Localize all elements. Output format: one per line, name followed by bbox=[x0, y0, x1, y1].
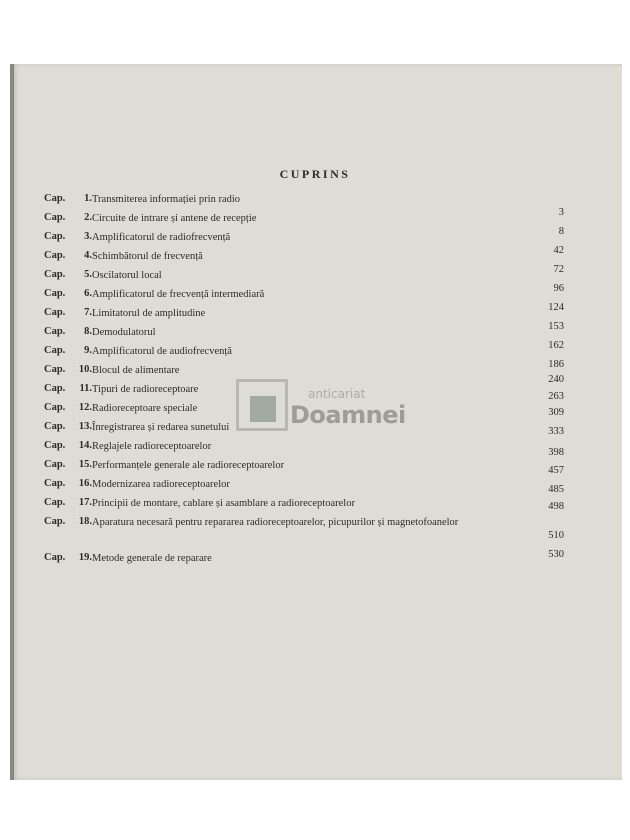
chapter-number: 4. bbox=[84, 250, 92, 261]
toc-entry bbox=[44, 250, 564, 275]
chapter-number: 13. bbox=[78, 421, 92, 432]
cap-label: Cap. bbox=[44, 326, 66, 337]
chapter-number: 12. bbox=[78, 402, 92, 413]
toc-entry bbox=[44, 231, 564, 256]
cap-label: Cap. bbox=[44, 364, 66, 375]
chapter-title: Performanțele generale ale radioreceptoarelor bbox=[92, 460, 285, 471]
cap-label: Cap. bbox=[44, 459, 66, 470]
cap-label: Cap. bbox=[44, 307, 66, 318]
chapter-title: Aparatura necesară pentru repararea radioreceptoarelor, picupurilor și magnetofoanelor bbox=[92, 517, 459, 528]
cap-label: Cap. bbox=[44, 231, 66, 242]
cap-label: Cap. bbox=[44, 402, 66, 413]
chapter-number: 19. bbox=[78, 552, 92, 563]
cap-label: Cap. bbox=[44, 345, 66, 356]
watermark-top-text: anticariat bbox=[308, 387, 366, 401]
chapter-title: Amplificatorul de audiofrecvență bbox=[92, 346, 232, 357]
cap-label: Cap. bbox=[44, 250, 66, 261]
page-number: 485 bbox=[548, 484, 564, 495]
page-number: 72 bbox=[553, 264, 564, 275]
cap-label: Cap. bbox=[44, 212, 66, 223]
chapter-number: 9. bbox=[84, 345, 92, 356]
toc-entry bbox=[44, 497, 564, 515]
chapter-number: 14. bbox=[78, 440, 92, 451]
page-number: 263 bbox=[548, 391, 564, 402]
toc-entry bbox=[44, 549, 564, 570]
chapter-number: 2. bbox=[84, 212, 92, 223]
chapter-title: Radioreceptoare speciale bbox=[92, 403, 198, 414]
cap-label: Cap. bbox=[44, 552, 66, 563]
chapter-title: Limitatorul de amplitudine bbox=[92, 308, 206, 319]
chapter-title: Principii de montare, cablare și asamblare a radioreceptoarelor bbox=[92, 498, 355, 509]
chapter-number: 11. bbox=[79, 383, 92, 394]
cap-label: Cap. bbox=[44, 383, 66, 394]
page-number: 457 bbox=[548, 465, 564, 476]
cap-label: Cap. bbox=[44, 497, 66, 508]
chapter-title: Demodulatorul bbox=[92, 327, 156, 338]
page-number: 333 bbox=[548, 426, 564, 437]
cap-label: Cap. bbox=[44, 269, 66, 280]
toc-entry bbox=[44, 516, 564, 546]
page-number: 498 bbox=[548, 501, 564, 512]
toc-entry bbox=[44, 478, 564, 496]
chapter-title: Amplificatorul de frecvență intermediară bbox=[92, 289, 265, 300]
watermark bbox=[236, 379, 416, 447]
chapter-title: Reglajele radioreceptoarelor bbox=[92, 441, 212, 452]
toc-entry bbox=[44, 459, 564, 477]
page-number: 240 bbox=[548, 374, 564, 385]
page-number: 162 bbox=[548, 340, 564, 351]
chapter-number: 18. bbox=[78, 516, 92, 527]
chapter-number: 15. bbox=[78, 459, 92, 470]
toc-entry bbox=[44, 269, 564, 294]
page-number: 186 bbox=[548, 359, 564, 370]
chapter-number: 10. bbox=[78, 364, 92, 375]
page-number: 124 bbox=[548, 302, 564, 313]
chapter-title: Metode generale de reparare bbox=[92, 553, 212, 564]
cap-label: Cap. bbox=[44, 440, 66, 451]
chapter-title: Circuite de intrare și antene de recepție bbox=[92, 213, 257, 224]
toc-entry bbox=[44, 307, 564, 332]
chapter-number: 5. bbox=[84, 269, 92, 280]
chapter-number: 17. bbox=[78, 497, 92, 508]
chapter-number: 7. bbox=[84, 307, 92, 318]
toc-entry bbox=[44, 212, 564, 237]
chapter-number: 3. bbox=[84, 231, 92, 242]
books-icon bbox=[250, 396, 276, 422]
chapter-title: Blocul de alimentare bbox=[92, 365, 180, 376]
cap-label: Cap. bbox=[44, 288, 66, 299]
page-title: CUPRINS bbox=[279, 167, 351, 181]
cap-label: Cap. bbox=[44, 478, 66, 489]
page-number: 153 bbox=[548, 321, 564, 332]
page-number: 96 bbox=[553, 283, 564, 294]
chapter-title: Amplificatorul de radiofrecvență bbox=[92, 232, 231, 243]
watermark-main-text: Doamnei bbox=[290, 401, 406, 429]
chapter-title: Schimbătorul de frecvență bbox=[92, 251, 203, 262]
chapter-number: 8. bbox=[84, 326, 92, 337]
page-number: 8 bbox=[558, 226, 564, 237]
page-number: 309 bbox=[548, 407, 564, 418]
page-number: 42 bbox=[553, 245, 564, 256]
chapter-title: Modernizarea radioreceptoarelor bbox=[92, 479, 230, 490]
toc-entry bbox=[44, 288, 564, 313]
chapter-title: Oscilatorul local bbox=[92, 270, 162, 281]
toc-entry bbox=[44, 326, 564, 351]
watermark-logo-frame bbox=[236, 379, 288, 431]
page-number: 530 bbox=[548, 549, 564, 560]
chapter-title: Tipuri de radioreceptoare bbox=[92, 384, 199, 395]
page-number: 3 bbox=[558, 207, 564, 218]
cap-label: Cap. bbox=[44, 516, 66, 527]
chapter-title: Înregistrarea și redarea sunetului bbox=[92, 422, 230, 433]
cap-label: Cap. bbox=[44, 421, 66, 432]
chapter-number: 16. bbox=[78, 478, 92, 489]
toc-entry bbox=[44, 193, 564, 218]
chapter-number: 6. bbox=[84, 288, 92, 299]
chapter-number: 1. bbox=[84, 193, 92, 204]
cap-label: Cap. bbox=[44, 193, 66, 204]
page-number: 398 bbox=[548, 447, 564, 458]
page-number: 510 bbox=[548, 530, 564, 541]
chapter-title: Transmiterea informației prin radio bbox=[92, 194, 241, 205]
